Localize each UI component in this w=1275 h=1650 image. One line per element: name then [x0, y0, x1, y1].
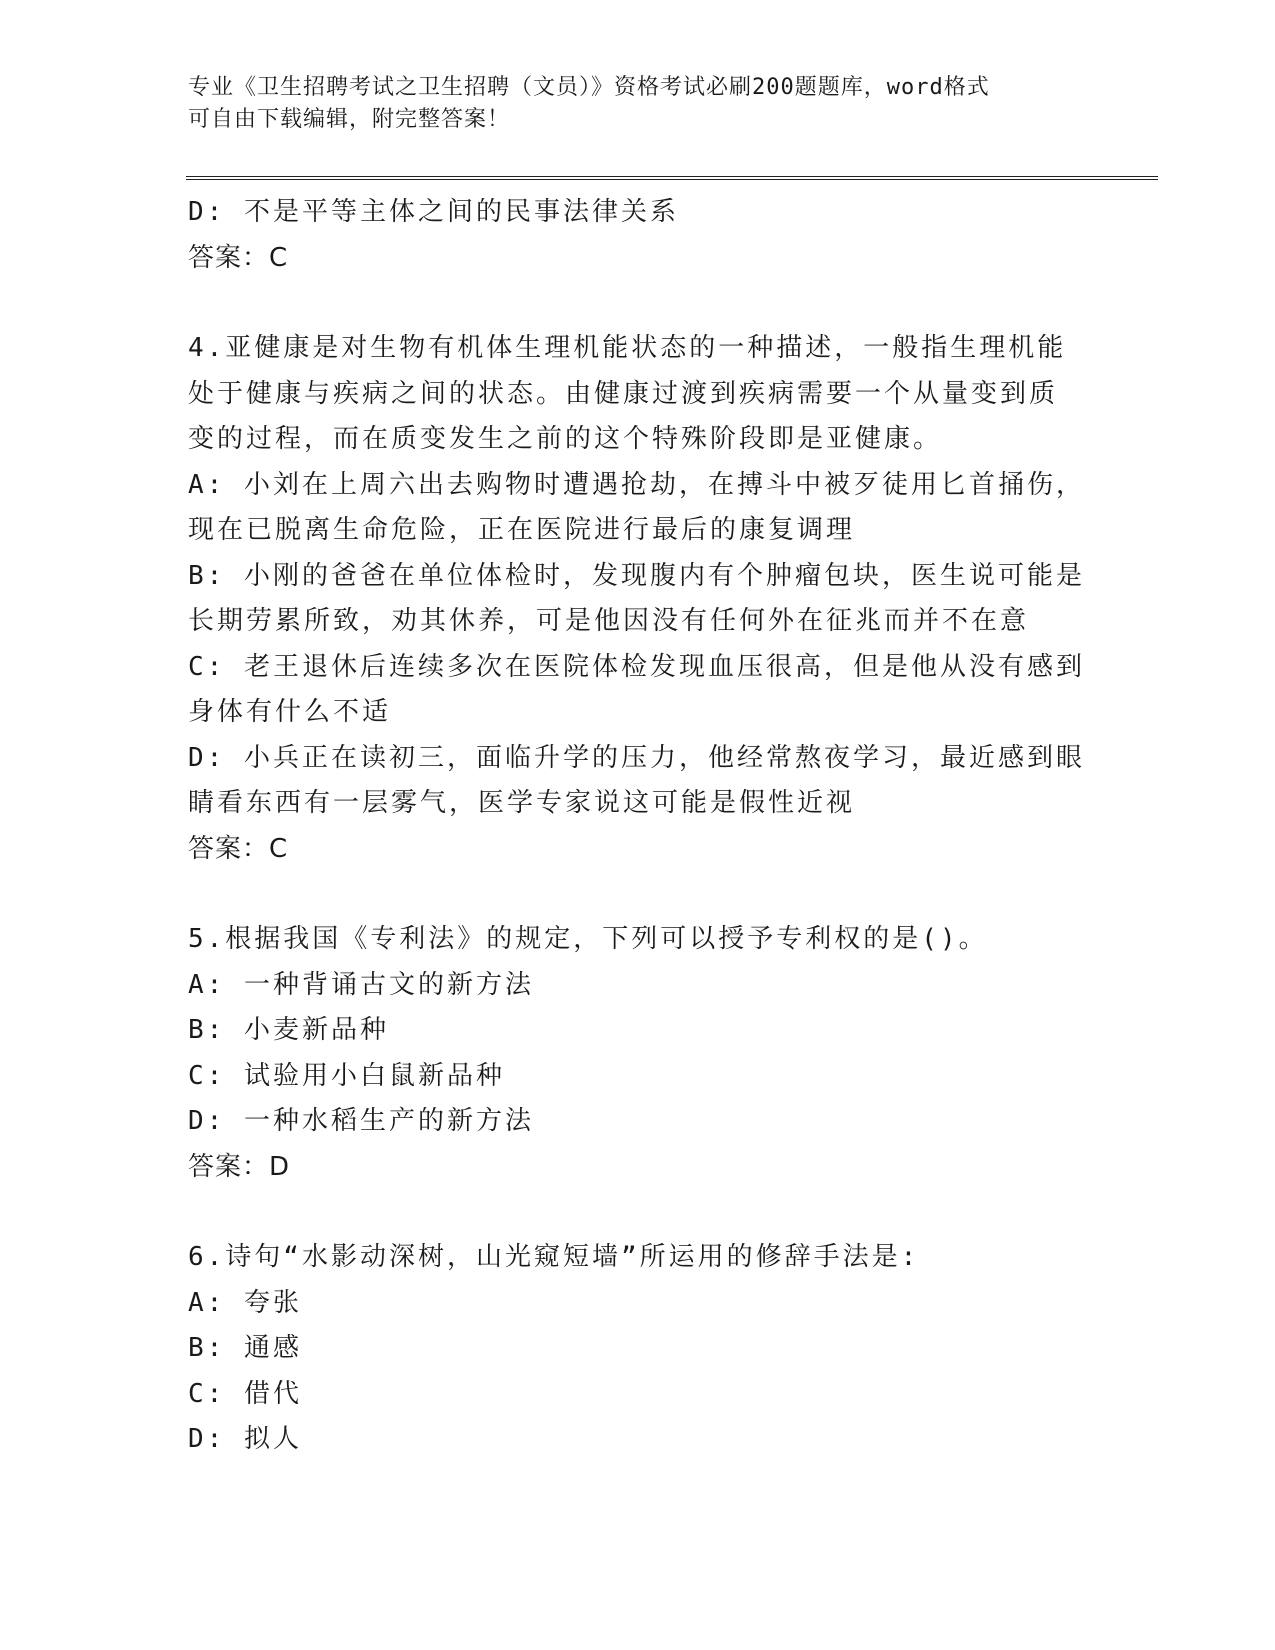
- q4-stem-line: 4.亚健康是对生物有机体生理机能状态的一种描述，一般指生理机能: [188, 333, 1067, 363]
- q6-stem: 6.诗句“水影动深树，山光窥短墙”所运用的修辞手法是:: [188, 1242, 920, 1272]
- q4-option-a-line: 现在已脱离生命危险，正在医院进行最后的康复调理: [188, 515, 856, 545]
- q3-answer: 答案：C: [188, 242, 289, 273]
- page-header: [188, 72, 1068, 136]
- spacer: [188, 1190, 1088, 1235]
- q5-option-b: B: 小麦新品种: [188, 1015, 389, 1045]
- q4-option-b-line: 长期劳累所致，劝其休养，可是他因没有任何外在征兆而并不在意: [188, 606, 1030, 636]
- q6-option-d: D: 拟人: [188, 1424, 302, 1454]
- spacer: [188, 281, 1088, 326]
- q6-option-b: B: 通感: [188, 1333, 302, 1363]
- question-5: [188, 917, 1088, 1190]
- q4-answer: 答案：C: [188, 833, 289, 864]
- q5-option-d: D: 一种水稻生产的新方法: [188, 1106, 534, 1136]
- question-4: [188, 326, 1088, 872]
- header-divider: [186, 176, 1158, 180]
- q5-stem: 5.根据我国《专利法》的规定，下列可以授予专利权的是()。: [188, 924, 988, 954]
- question-6: [188, 1235, 1088, 1463]
- q6-option-a: A: 夸张: [188, 1287, 302, 1318]
- header-line-2: 可自由下载编辑，附完整答案！: [188, 107, 511, 132]
- q3-option-d: D: 不是平等主体之间的民事法律关系: [188, 197, 679, 227]
- q4-option-a-line: A: 小刘在上周六出去购物时遭遇抢劫，在搏斗中被歹徒用匕首捅伤，: [188, 469, 1085, 500]
- q4-option-c-line: C: 老王退休后连续多次在医院体检发现血压很高，但是他从没有感到: [188, 651, 1085, 682]
- q4-option-d-line: 睛看东西有一层雾气，医学专家说这可能是假性近视: [188, 788, 856, 818]
- question-3-tail: [188, 190, 1088, 281]
- q4-stem-line: 变的过程，而在质变发生之前的这个特殊阶段即是亚健康。: [188, 424, 943, 454]
- q4-option-b-line: B: 小刚的爸爸在单位体检时，发现腹内有个肿瘤包块，医生说可能是: [188, 560, 1085, 591]
- header-line-1: 专业《卫生招聘考试之卫生招聘（文员）》资格考试必刷200题题库，word格式: [188, 75, 990, 100]
- q5-option-c: C: 试验用小白鼠新品种: [188, 1060, 505, 1091]
- q4-option-c-line: 身体有什么不适: [188, 697, 392, 727]
- q4-stem-line: 处于健康与疾病之间的状态。由健康过渡到疾病需要一个从量变到质: [188, 378, 1059, 409]
- question-content: [188, 190, 1088, 1463]
- q5-option-a: A: 一种背诵古文的新方法: [188, 969, 534, 1000]
- q6-option-c: C: 借代: [188, 1378, 302, 1409]
- spacer: [188, 872, 1088, 917]
- q4-option-d-line: D: 小兵正在读初三，面临升学的压力，他经常熬夜学习，最近感到眼: [188, 742, 1085, 773]
- q5-answer: 答案：D: [188, 1151, 291, 1182]
